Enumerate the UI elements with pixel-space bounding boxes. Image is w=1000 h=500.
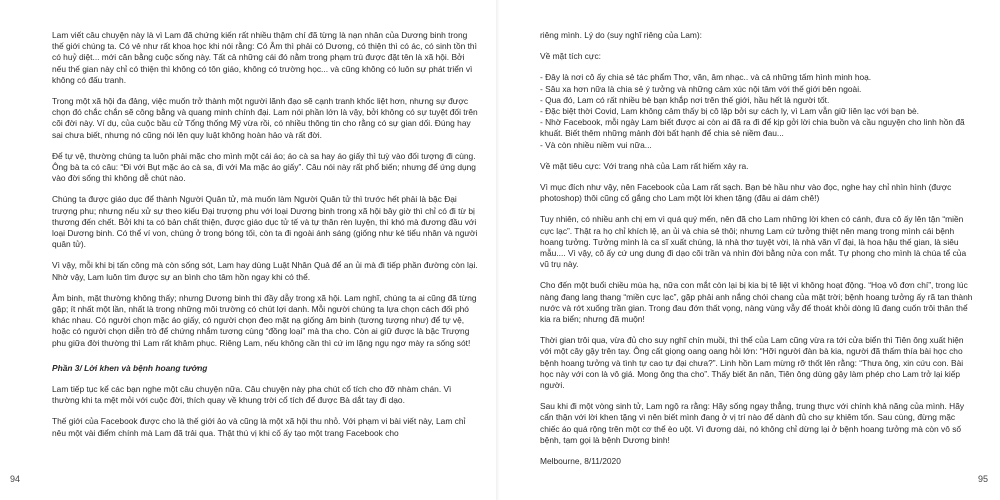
list-item: - Đặc biệt thời Covid, Lam không cảm thấy bị cô lập bởi sự cách ly, vì Lam vẫn giữ liên lạc với bạn bè. bbox=[540, 106, 919, 117]
list-item: - Qua đó, Lam có rất nhiều bè bạn khắp nơi trên thế giới, hầu hết là người tốt. bbox=[540, 94, 830, 105]
paragraph: Vì mục đích như vậy, nên Facebook của Lam rất sạch. Bạn bè hầu như vào đọc, nghe hay chỉ nhìn hình (được photoshop) thôi cũng cố gắng cho Lam một lời khen tặng (đâu ai dám chê!) bbox=[540, 182, 952, 204]
paragraph: Vì vậy, mỗi khi bị tấn công mà còn sống sót, Lam hay dùng Luật Nhân Quả để an ủi mà đi tiếp phần đường còn lại. Nhờ vậy, Lam luôn tìm được sự an bình cho tâm hồn ngay khi có thể. bbox=[52, 260, 478, 282]
paragraph: Tuy nhiên, có nhiều anh chị em vì quá quý mến, nên đã cho Lam những lời khen có cánh, đưa cô ấy lên tận “miền cực lạc”. Thật ra họ chỉ khích lệ, an ủi và chia sẻ thôi; nhưng Lam cứ tưởng thiệt nên mang trong mình cái bệnh hoang tưởng. Tưởng mình là ca sĩ xuất chúng, là nhà thơ tuyệt vời, là nhà văn vĩ đại, là hoa hậu thế gian, là siêu mẫu.... Vì vậy, cô ấy cứ ung dung đi dạo cõi trần và nhìn đời bằng nửa con mắt. Tự phong cho mình là chúa tể của vũ trụ này. bbox=[540, 214, 967, 270]
positive-list bbox=[540, 72, 976, 150]
paragraph: Chúng ta được giáo dục để thành Người Quân tử, mà muốn làm Người Quân tử thì trước hết phải là bậc Đại trượng phu; nhưng nếu xử sự theo kiểu Đại trượng phu với loại Dương binh trong xã hội bây giờ thì chỉ có đi từ bị thương đến chết. Bởi khi ta có bản chất thiện, được giáo dục tử tế và tự thân rèn luyện, thì khó mà đương đầu với loại Dương binh. Có thể ví von, chúng ở trong bóng tối, còn ta đi ngoài ánh sáng (giống như kẻ tiểu nhân và người quân tử). bbox=[52, 194, 478, 250]
paragraph: Âm binh, mặt thường không thấy; nhưng Dương binh thì đầy dẫy trong xã hội. Lam nghĩ, chúng ta ai cũng đã từng gặp; ít nhất một lần, nhất là trong những môi trường có chút lợi danh. Mỗi người chúng ta lựa chọn cách đối phó khác nhau. Có người chọn mặc áo giấy, có người chọn đeo mặt nạ giống âm binh (tương tượng như) để tự vệ, hoặc có người chọn diễn trò để chứng nhắm tương cùng “đồng loại” mà tha cho. Còn ai giữ được là bậc Trượng phu giữa đời thường thì Lam rất khâm phục. Riêng Lam, nếu không cần thì cứ im lặng ngụ ngơ mày ra sống sót! bbox=[52, 292, 477, 348]
right-page bbox=[500, 0, 1000, 500]
page-number-right: 95 bbox=[977, 474, 988, 484]
paragraph: Lam viết câu chuyện này là vì Lam đã chứng kiến rất nhiều thậm chí đã từng là nạn nhân của Dương binh trong thế giới chúng ta. Có vẻ như rất khoa học khi nói rằng: Có Âm thì phải có Dương, có thiện thì có ác, có sinh tồn thì có huỷ diệt... mới cân bằng cuộc sống này. Tất cả những cái đó nằm trong phạm trù được đặt tên là xã hội. Bởi nếu thế gian này chỉ có thiện thì không có tôn giáo, không có trường học... và cũng không có luôn sự phát triển vì không có đấu tranh. bbox=[52, 30, 477, 85]
list-item: - Sâu xa hơn nữa là chia sẻ ý tưởng và những cảm xúc nội tâm với thế giới bên ngoài. bbox=[540, 83, 862, 94]
list-item: - Nhờ Facebook, mỗi ngày Lam biết được ai còn ai đã ra đi để kịp gởi lời chia buồn và cầu nguyện cho linh hồn đã khuất. Biết thêm những mảnh đời bất hạnh để chia sẻ niềm đau... bbox=[540, 117, 965, 139]
paragraph: Sau khi đi một vòng sinh tử, Lam ngộ ra rằng: Hãy sống ngay thẳng, trung thực với chính khả năng của mình. Hãy cẩn thận với lời khen tặng vì nên biết mình đang ở vị trí nào để dành đủ cho sự khiêm tốn. Sau cùng, đừng mặc chiếc áo quá rộng trên một cơ thể èo uột. Vì đương dài, nó không chỉ dừng lại ở bệnh hoang tưởng mà còn vô số bệnh, tạm gọi là bệnh Dương binh! bbox=[540, 401, 965, 445]
list-item: - Đây là nơi cô ấy chia sẻ tác phẩm Thơ, văn, âm nhạc.. và cả những tấm hình minh hoạ. bbox=[540, 72, 872, 83]
page-number-left: 94 bbox=[10, 474, 21, 484]
paragraph: riêng mình. Lý do (suy nghĩ riêng của Lam): bbox=[540, 30, 702, 40]
paragraph: Để tự vệ, thường chúng ta luôn phải mặc cho mình một cái áo; áo cà sa hay áo giấy thì tuỳ vào đối tượng đi cùng. Ông bà ta có câu: “Đi với Bụt mặc áo cà sa, đi với Ma mặc áo giấy”. Câu nói này rất phổ biến; nhưng để ứng dụng vào đời sống thì không dễ chút nào. bbox=[52, 150, 476, 184]
signature: Melbourne, 8/11/2020 bbox=[540, 456, 621, 467]
subheading-positive: Về mặt tích cực: bbox=[540, 51, 601, 62]
paragraph: Cho đến một buổi chiều mùa hạ, nữa con mắt còn lại bị kia bị tê liệt vì không hoạt động. “Hoạ vô đơn chí”, trong lúc nàng đang lang thang “miền cực lạc”, gặp phải anh nắng chói chang của mặt trời; bệnh hoang tưởng ấy rã tan thành nước và rớt xuống trần gian. Trong đau đớn thất vọng, nàng vùng vẫy để thoát khỏi dòng lũ đang cuốn trôi thân thể kia ra biển; nhưng đã muộn! bbox=[540, 280, 973, 325]
section-heading: Phần 3/ Lời khen và bệnh hoang tưởng bbox=[52, 362, 208, 373]
paragraph: Thế giới của Facebook được cho là thế giới ảo và cũng là một xã hội thu nhỏ. Với phạm vi bài viết này, Lam chỉ nêu một vài điểm chính mà Lam đã trải qua. Thật thú vị khi cố ấy tạo một trang Facebook cho bbox=[52, 416, 466, 438]
paragraph: Lam tiếp tục kể các bạn nghe một câu chuyện nữa. Câu chuyện này pha chút cổ tích cho đỡ nhàm chán. Vì thường khi ta mệt mỏi với cuộc đời, thích quay về khung trời cổ tích để được Bà dắt tay đi dạo. bbox=[52, 384, 452, 406]
subheading-negative: Về mặt tiêu cực: Với trang nhà của Lam rất hiếm xảy ra. bbox=[540, 160, 749, 171]
list-item: - Và còn nhiều niềm vui nữa... bbox=[540, 139, 652, 150]
paragraph: Trong một xã hội đa đảng, việc muốn trở thành một người lãnh đạo sẽ cạnh tranh khốc liệt hơn, nhưng sự được chọn đó chắc chắn sẽ công bằng và quang minh chính đại. Lam nói phần lớn là vậy, bởi không có sự tuyệt đối trên cõi đời này. Ví dụ, của cuộc bầu cử Tổng thống Mỹ vừa rồi, có nhiều thông tin cho rằng có sự gian dối. Đúng hay sai chưa biết, nhưng nó cũng nói lên quy luật không hoàn hảo và rất đời. bbox=[52, 96, 478, 140]
paragraph: Thời gian trôi qua, vừa đủ cho suy nghĩ chín muồi, thì thể của Lam cũng vừa ra tới cửa biển thì Tiên ông xuất hiện với một cây gậy trên tay. Ông cất giọng oang oang hỏi lớn: “Hỡi người đàn bà kia, người đã thấm thía bài học cho bệnh hoang tưởng và tình tự cao tự đại chưa?”. Linh hồn Lam mừng rỡ thốt lên rằng: “Thưa ông, xin cứu con. Bài học này với con là vô giá. Mong ông tha cho”. Thấy biết ăn năn, Tiên ông dùng gậy làm phép cho Lam trở lại kiếp người. bbox=[540, 335, 964, 391]
